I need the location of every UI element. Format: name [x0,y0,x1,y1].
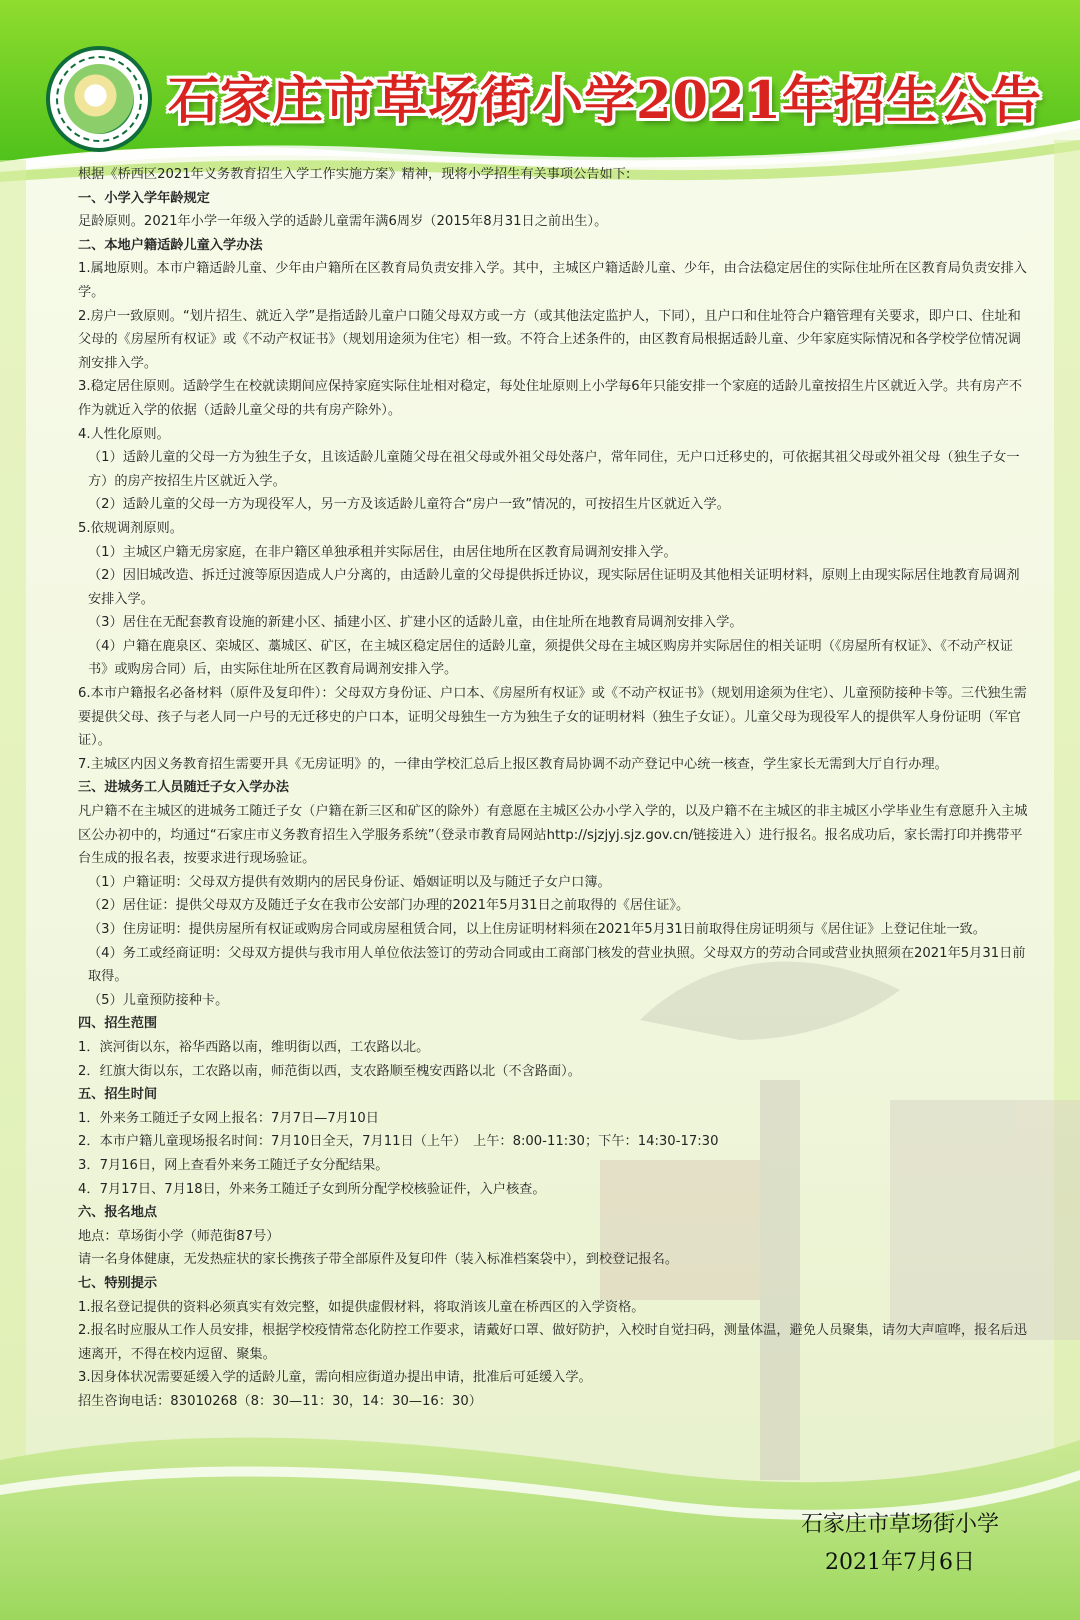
paragraph: 4．7月17日、7月18日，外来务工随迁子女到所分配学校核验证件，入户核查。 [78,1181,546,1197]
paragraph: （1）主城区户籍无房家庭，在非户籍区单独承租并实际居住，由居住地所在区教育局调剂安排入学。 [88,544,677,560]
page-title: 石家庄市草场街小学2021年招生公告 [168,71,1042,131]
section-title: 一、小学入学年龄规定 [78,190,210,206]
paragraph: 2．本市户籍儿童现场报名时间：7月10日全天，7月11日（上午） 上午：8:00-11:30；下午：14:30-17:30 [78,1134,719,1150]
section-title: 六、报名地点 [78,1205,158,1221]
paragraph: 2.报名时应服从工作人员安排，根据学校疫情常态化防控工作要求，请戴好口罩、做好防护，入校时自觉扫码，测量体温，避免人员聚集，请勿大声喧哗，报名后迅速离开，不得在校内逗留、聚集。 [78,1323,1027,1362]
paragraph: 1.报名登记提供的资料必须真实有效完整，如提供虚假材料，将取消该儿童在桥西区的入学资格。 [78,1299,645,1315]
paragraph: 7.主城区内因义务教育招生需要开具《无房证明》的，一律由学校汇总后上报区教育局协调不动产登记中心统一核查，学生家长无需到大厅自行办理。 [78,756,948,772]
signature-school: 石家庄市草场街小学 [800,1512,999,1537]
paragraph: （1）适龄儿童的父母一方为独生子女，且该适龄儿童随父母在祖父母或外祖父母处落户，常年同住，无户口迁移史的，可依据其祖父母或外祖父母（独生子女一方）的房产按招生片区就近入学。 [88,450,1020,489]
section-title: 三、进城务工人员随迁子女入学办法 [78,780,289,796]
section-title: 二、本地户籍适龄儿童入学办法 [78,237,263,253]
paragraph: （3）住房证明：提供房屋所有权证或购房合同或房屋租赁合同，以上住房证明材料须在2021年5月31日前取得住房证明须与《居住证》上登记住址一致。 [88,922,986,937]
intro: 根据《桥西区2021年义务教育招生入学工作实施方案》精神，现将小学招生有关事项公告如下: [78,167,631,182]
paragraph: 地点：草场街小学（师范街87号） [78,1228,280,1244]
school-emblem-icon [46,46,152,152]
paragraph: （3）居住在无配套教育设施的新建小区、插建小区、扩建小区的适龄儿童，由住址所在地教育局调剂安排入学。 [88,615,743,631]
paragraph: 3．7月16日，网上查看外来务工随迁子女分配结果。 [78,1157,389,1173]
paragraph: （5）儿童预防接种卡。 [88,992,229,1008]
paragraph: 5.依规调剂原则。 [78,520,183,536]
paragraph: （2）居住证：提供父母双方及随迁子女在我市公安部门办理的2021年5月31日之前取得的《居住证》。 [88,898,690,914]
paragraph: 2．红旗大街以东，工农路以南，师范街以西，支农路顺至槐安西路以北（不含路面）。 [78,1063,581,1079]
contact-phone: 招生咨询电话：83010268（8：30—11：30，14：30—16：30） [78,1393,482,1409]
paragraph: （1）户籍证明：父母双方提供有效期内的居民身份证、婚姻证明以及与随迁子女户口簿。 [88,874,611,890]
paragraph: （4）务工或经商证明：父母双方提供与我市用人单位依法签订的劳动合同或由工商部门核发的营业执照。父母双方的劳动合同或营业执照须在2021年5月31日前取得。 [88,945,1026,985]
paragraph: （4）户籍在鹿泉区、栾城区、藁城区、矿区，在主城区稳定居住的适龄儿童，须提供父母在主城区购房并实际居住的相关证明（《房屋所有权证》、《不动产权证书》或购房合同）后，由实际住址所在区教育局调剂安排入学。 [88,638,1013,678]
section-title: 五、招生时间 [78,1087,158,1103]
paragraph: 请一名身体健康，无发热症状的家长携孩子带全部原件及复印件（装入标准档案袋中），到校登记报名。 [78,1252,679,1268]
paragraph: 1．滨河街以东，裕华西路以南，维明街以西，工农路以北。 [78,1039,430,1055]
header [0,0,1080,160]
signature-block [770,1506,1030,1582]
paragraph: （2）适龄儿童的父母一方为现役军人，另一方及该适龄儿童符合“房户一致”情况的，可按招生片区就近入学。 [88,497,730,513]
paragraph: 6.本市户籍报名必备材料（原件及复印件）：父母双方身份证、户口本、《房屋所有权证》或《不动产权证书》（规划用途须为住宅）、儿童预防接种卡等。三代独生需要提供父母、孩子与老人同一户号的无迁移史的户口本，证明父母独生一方为独生子女的证明材料（独生子女证）。儿童父母为现役军人的提供军人身份证明（军官证）。 [78,686,1027,749]
paragraph: （2）因旧城改造、拆迁过渡等原因造成人户分离的，由适龄儿童的父母提供拆迁协议，现实际居住证明及其他相关证明材料，原则上由现实际居住地教育局调剂安排入学。 [88,568,1020,607]
paragraph: 足龄原则。2021年小学一年级入学的适龄儿童需年满6周岁（2015年8月31日之前出生）。 [78,214,608,230]
paragraph: 1．外来务工随迁子女网上报名：7月7日—7月10日 [78,1110,379,1126]
paragraph: 1.属地原则。本市户籍适龄儿童、少年由户籍所在区教育局负责安排入学。其中，主城区户籍适龄儿童、少年，由合法稳定居住的实际住址所在区教育局负责安排入学。 [78,261,1027,300]
announcement-body [78,163,1030,1413]
paragraph: 3.因身体状况需要延缓入学的适龄儿童，需向相应街道办提出申请，批准后可延缓入学。 [78,1370,592,1386]
section-title: 四、招生范围 [78,1016,158,1032]
paragraph: 3.稳定居住原则。适龄学生在校就读期间应保持家庭实际住址相对稳定，每处住址原则上小学每6年只能安排一个家庭的适龄儿童按招生片区就近入学。共有房产不作为就近入学的依据（适龄儿童父母的共有房产除外）。 [78,379,1023,418]
paragraph: 凡户籍不在主城区的进城务工随迁子女（户籍在新三区和矿区的除外）有意愿在主城区公办小学入学的，以及户籍不在主城区的非主城区小学毕业生有意愿升入主城区公办初中的，均通过“石家庄市义务教育招生入学服务系统”（登录市教育局网站http://sjzjyj.sjz.gov.cn/链接进入）进行报名。报名成功后，家长需打印并携带平台生成的报名表，按要求进行现场验证。 [78,804,1028,867]
paragraph: 4.人性化原则。 [78,426,170,442]
paragraph: 2.房户一致原则。“划片招生、就近入学”是指适龄儿童户口随父母双方或一方（或其他法定监护人，下同），且户口和住址符合户籍管理有关要求，即户口、住址和父母的《房屋所有权证》或《不动产权证书》（规划用途须为住宅）相一致。不符合上述条件的，由区教育局根据适龄儿童、少年家庭实际情况和各学校学位情况调剂安排入学。 [78,308,1021,371]
section-title: 七、特别提示 [78,1275,158,1291]
signature-date: 2021年7月6日 [825,1550,975,1575]
